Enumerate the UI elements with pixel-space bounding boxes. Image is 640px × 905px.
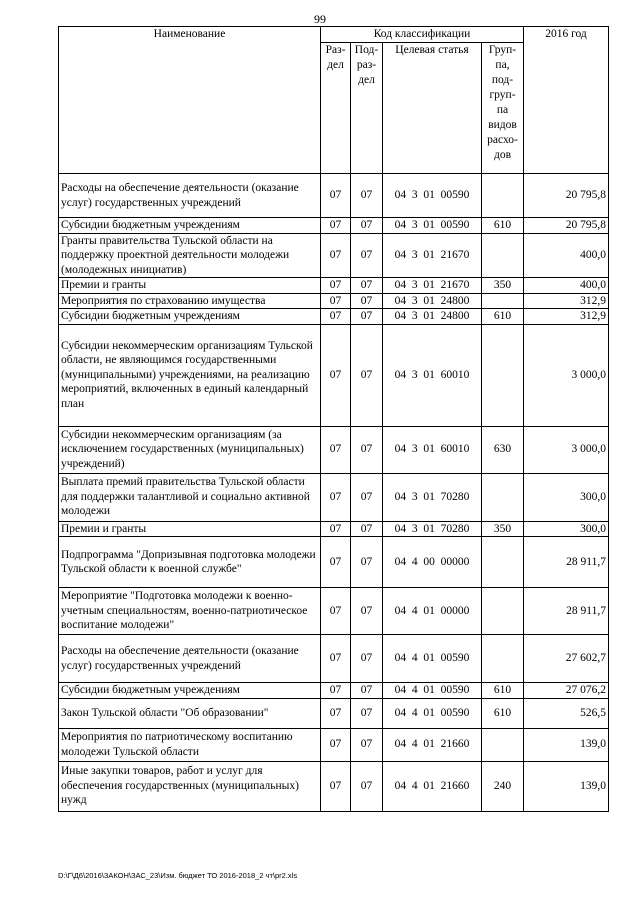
header-razdel: Раз- дел <box>321 43 351 174</box>
row-target-article: 04 3 01 21670 <box>383 233 482 278</box>
row-razdel: 07 <box>321 233 351 278</box>
row-expense-group: 610 <box>482 309 524 325</box>
table-row <box>59 233 609 278</box>
row-razdel: 07 <box>321 174 351 218</box>
row-target-article: 04 4 01 00590 <box>383 635 482 683</box>
page-number: 99 <box>314 12 326 26</box>
row-amount: 20 795,8 <box>524 218 609 234</box>
header-code-group: Код классификации <box>321 27 524 43</box>
row-target-article: 04 4 00 00000 <box>383 537 482 588</box>
row-expense-group: 610 <box>482 218 524 234</box>
row-podrazdel: 07 <box>351 278 383 294</box>
table-row <box>59 635 609 683</box>
row-podrazdel: 07 <box>351 426 383 473</box>
row-target-article: 04 3 01 70280 <box>383 473 482 521</box>
row-expense-group <box>482 473 524 521</box>
row-name: Расходы на обеспечение деятельности (оказание услуг) государственных учреждений <box>59 635 321 683</box>
row-razdel: 07 <box>321 324 351 426</box>
row-amount: 312,9 <box>524 293 609 309</box>
row-razdel: 07 <box>321 537 351 588</box>
table-body <box>59 174 609 812</box>
row-target-article: 04 3 01 21670 <box>383 278 482 294</box>
table-row <box>59 293 609 309</box>
row-expense-group: 610 <box>482 698 524 728</box>
row-amount: 20 795,8 <box>524 174 609 218</box>
row-target-article: 04 4 01 21660 <box>383 728 482 761</box>
table-row <box>59 174 609 218</box>
row-expense-group <box>482 174 524 218</box>
row-amount: 400,0 <box>524 233 609 278</box>
row-target-article: 04 4 01 21660 <box>383 761 482 811</box>
row-name: Субсидии бюджетным учреждениям <box>59 309 321 325</box>
row-name: Мероприятия по патриотическому воспитанию молодежи Тульской области <box>59 728 321 761</box>
table-row <box>59 537 609 588</box>
table-row <box>59 278 609 294</box>
row-razdel: 07 <box>321 588 351 635</box>
row-amount: 28 911,7 <box>524 588 609 635</box>
row-podrazdel: 07 <box>351 174 383 218</box>
row-target-article: 04 3 01 24800 <box>383 309 482 325</box>
row-name: Мероприятия по страхованию имущества <box>59 293 321 309</box>
row-razdel: 07 <box>321 278 351 294</box>
budget-table <box>58 26 609 812</box>
row-name: Субсидии некоммерческим организациям Тульской области, не являющимся государственными (муниципальными) учреждениями, на реализацию мероприятий, включенных в единый календарный план <box>59 324 321 426</box>
row-name: Мероприятие "Подготовка молодежи к военно-учетным специальностям, военно-патриотическое воспитание молодежи" <box>59 588 321 635</box>
row-name: Субсидии бюджетным учреждениям <box>59 218 321 234</box>
row-amount: 28 911,7 <box>524 537 609 588</box>
row-expense-group <box>482 233 524 278</box>
row-razdel: 07 <box>321 761 351 811</box>
row-amount: 312,9 <box>524 309 609 325</box>
row-amount: 3 000,0 <box>524 324 609 426</box>
row-expense-group <box>482 728 524 761</box>
row-name: Выплата премий правительства Тульской области для поддержки талантливой и социально активной молодежи <box>59 473 321 521</box>
row-podrazdel: 07 <box>351 521 383 537</box>
row-amount: 526,5 <box>524 698 609 728</box>
row-target-article: 04 4 01 00590 <box>383 683 482 699</box>
row-podrazdel: 07 <box>351 635 383 683</box>
table-row <box>59 473 609 521</box>
row-name: Подпрограмма "Допризывная подготовка молодежи Тульской области к военной службе" <box>59 537 321 588</box>
row-podrazdel: 07 <box>351 309 383 325</box>
row-razdel: 07 <box>321 635 351 683</box>
header-target: Целевая статья <box>383 43 482 174</box>
row-target-article: 04 4 01 00000 <box>383 588 482 635</box>
row-name: Субсидии некоммерческим организациям (за исключением государственных (муниципальных) учреждений) <box>59 426 321 473</box>
table-row <box>59 761 609 811</box>
row-podrazdel: 07 <box>351 683 383 699</box>
row-razdel: 07 <box>321 426 351 473</box>
row-podrazdel: 07 <box>351 698 383 728</box>
row-podrazdel: 07 <box>351 324 383 426</box>
row-razdel: 07 <box>321 728 351 761</box>
row-name: Расходы на обеспечение деятельности (оказание услуг) государственных учреждений <box>59 174 321 218</box>
row-razdel: 07 <box>321 309 351 325</box>
row-expense-group <box>482 293 524 309</box>
row-podrazdel: 07 <box>351 537 383 588</box>
row-name: Премии и гранты <box>59 278 321 294</box>
row-razdel: 07 <box>321 698 351 728</box>
row-amount: 300,0 <box>524 521 609 537</box>
row-amount: 27 076,2 <box>524 683 609 699</box>
row-podrazdel: 07 <box>351 233 383 278</box>
table-row <box>59 698 609 728</box>
row-expense-group <box>482 588 524 635</box>
row-razdel: 07 <box>321 293 351 309</box>
row-name: Субсидии бюджетным учреждениям <box>59 683 321 699</box>
header-podrazdel: Под- раз- дел <box>351 43 383 174</box>
row-target-article: 04 3 01 60010 <box>383 426 482 473</box>
row-razdel: 07 <box>321 218 351 234</box>
row-target-article: 04 4 01 00590 <box>383 698 482 728</box>
row-expense-group: 610 <box>482 683 524 699</box>
header-year: 2016 год <box>524 27 609 174</box>
row-name: Гранты правительства Тульской области на поддержку проектной деятельности молодежи (молодежных инициатив) <box>59 233 321 278</box>
row-razdel: 07 <box>321 473 351 521</box>
row-amount: 27 602,7 <box>524 635 609 683</box>
row-podrazdel: 07 <box>351 728 383 761</box>
table-row <box>59 218 609 234</box>
row-razdel: 07 <box>321 683 351 699</box>
row-target-article: 04 3 01 00590 <box>383 218 482 234</box>
row-expense-group: 240 <box>482 761 524 811</box>
row-podrazdel: 07 <box>351 473 383 521</box>
table-row <box>59 521 609 537</box>
row-amount: 300,0 <box>524 473 609 521</box>
row-podrazdel: 07 <box>351 761 383 811</box>
row-target-article: 04 3 01 70280 <box>383 521 482 537</box>
table-row <box>59 588 609 635</box>
row-razdel: 07 <box>321 521 351 537</box>
row-amount: 400,0 <box>524 278 609 294</box>
row-amount: 139,0 <box>524 761 609 811</box>
row-amount: 139,0 <box>524 728 609 761</box>
row-podrazdel: 07 <box>351 218 383 234</box>
row-name: Иные закупки товаров, работ и услуг для обеспечения государственных (муниципальных) нужд <box>59 761 321 811</box>
header-name: Наименование <box>59 27 321 174</box>
file-path-footer: D:\Г\Д6\2016\ЗАКОН\ЗАС_23\Изм. бюджет ТО 2016-2018_2 чт\pr2.xls <box>58 871 298 880</box>
row-podrazdel: 07 <box>351 588 383 635</box>
table-row <box>59 324 609 426</box>
header-row-top <box>59 27 609 43</box>
row-expense-group: 350 <box>482 278 524 294</box>
row-expense-group <box>482 635 524 683</box>
row-podrazdel: 07 <box>351 293 383 309</box>
row-expense-group <box>482 324 524 426</box>
row-amount: 3 000,0 <box>524 426 609 473</box>
row-expense-group <box>482 537 524 588</box>
row-expense-group: 350 <box>482 521 524 537</box>
row-target-article: 04 3 01 00590 <box>383 174 482 218</box>
table-row <box>59 728 609 761</box>
row-name: Премии и гранты <box>59 521 321 537</box>
table-row <box>59 309 609 325</box>
row-target-article: 04 3 01 60010 <box>383 324 482 426</box>
table-row <box>59 683 609 699</box>
row-expense-group: 630 <box>482 426 524 473</box>
table-row <box>59 426 609 473</box>
row-name: Закон Тульской области "Об образовании" <box>59 698 321 728</box>
row-target-article: 04 3 01 24800 <box>383 293 482 309</box>
header-group: Груп- па, под- груп- па видов расхо- дов <box>482 43 524 174</box>
